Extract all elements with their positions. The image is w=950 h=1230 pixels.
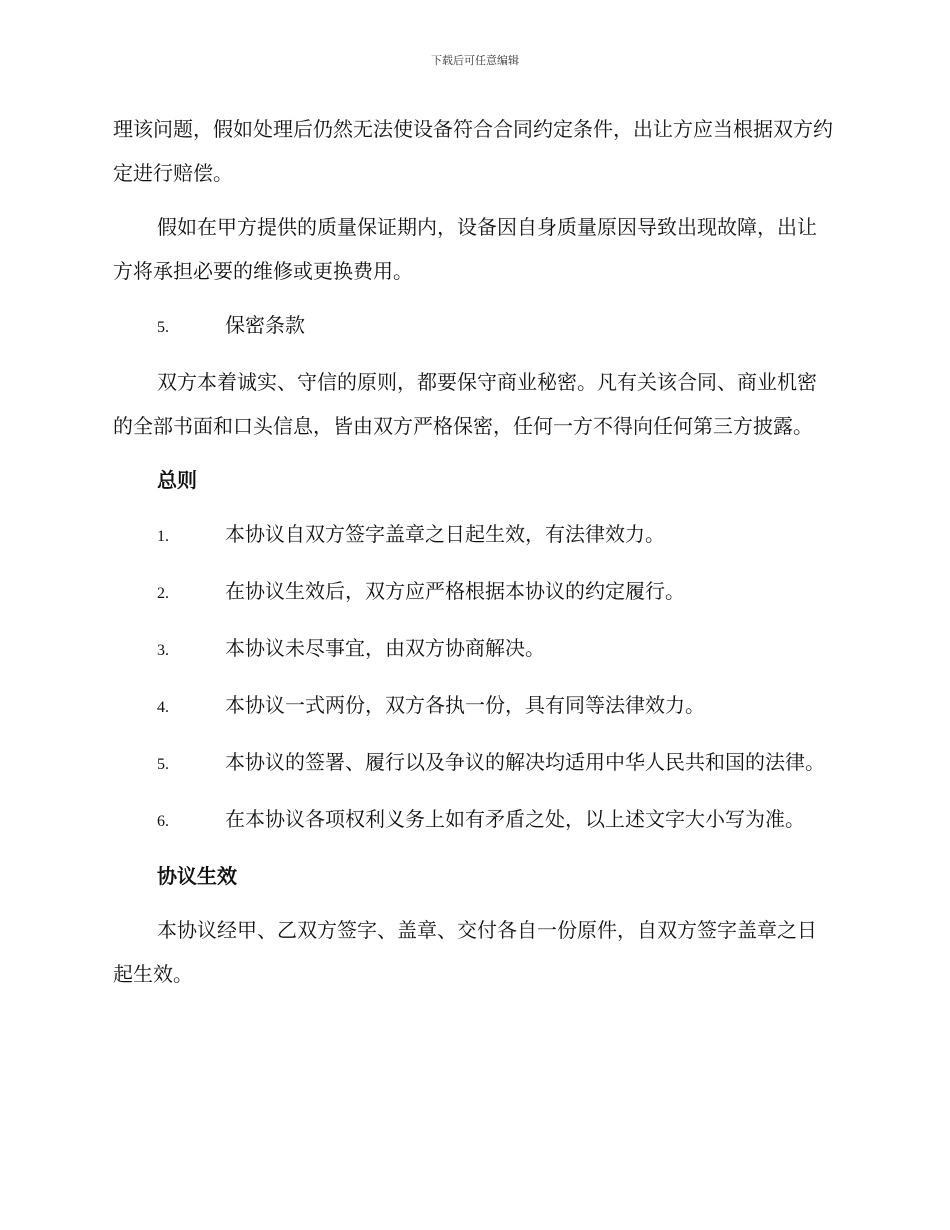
list-item-confidentiality (113, 303, 835, 350)
list-item-number: 2. (157, 585, 169, 602)
list-item-general-5 (113, 740, 835, 787)
section-heading-general: 总则 (157, 468, 197, 492)
list-item-number: 1. (157, 528, 169, 545)
list-item-text: 保密条款 (225, 313, 305, 337)
list-item-number: 5. (157, 756, 169, 773)
document-body (113, 107, 835, 1006)
paragraph-effectiveness: 本协议经甲、乙双方签字、盖章、交付各自一份原件，自双方签字盖章之日起生效。 (113, 918, 817, 986)
list-item-number: 5. (157, 319, 169, 336)
paragraph-warranty: 假如在甲方提供的质量保证期内，设备因自身质量原因导致出现故障，出让方将承担必要的维修或更换费用。 (113, 215, 817, 283)
list-item-general-1 (113, 512, 835, 559)
section-heading-effectiveness: 协议生效 (157, 864, 237, 888)
paragraph-confidentiality: 双方本着诚实、守信的原则，都要保守商业秘密。凡有关该合同、商业机密的全部书面和口头信息，皆由双方严格保密，任何一方不得向任何第三方披露。 (113, 370, 817, 438)
page-header: 下载后可任意编辑 (431, 54, 519, 67)
paragraph-compensation: 理该问题，假如处理后仍然无法使设备符合合同约定条件，出让方应当根据双方约定进行赔偿。 (113, 117, 833, 185)
list-item-general-3 (113, 626, 835, 673)
list-item-number: 3. (157, 642, 169, 659)
list-item-general-6 (113, 797, 835, 844)
list-item-text: 在协议生效后，双方应严格根据本协议的约定履行。 (225, 579, 685, 603)
list-item-number: 4. (157, 699, 169, 716)
list-item-text: 本协议自双方签字盖章之日起生效，有法律效力。 (225, 522, 665, 546)
list-item-text: 本协议未尽事宜，由双方协商解决。 (225, 636, 545, 660)
list-item-text: 本协议一式两份，双方各执一份，具有同等法律效力。 (225, 693, 705, 717)
list-item-text: 本协议的签署、履行以及争议的解决均适用中华人民共和国的法律。 (225, 750, 825, 774)
list-item-general-4 (113, 683, 835, 730)
list-item-text: 在本协议各项权利义务上如有矛盾之处，以上述文字大小写为准。 (225, 807, 805, 831)
list-item-number: 6. (157, 813, 169, 830)
list-item-general-2 (113, 569, 835, 616)
